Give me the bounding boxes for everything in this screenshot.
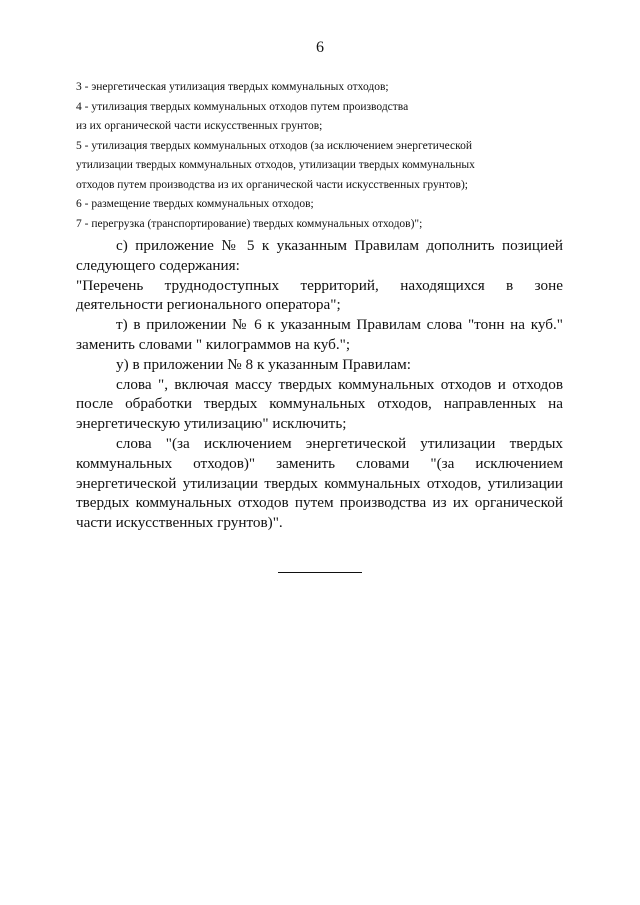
paragraph-c: с) приложение № 5 к указанным Правилам дополнить позицией следующего содержания: xyxy=(76,237,563,274)
list-line: из их органической части искусственных грунтов; xyxy=(76,120,323,132)
paragraph-list-title: "Перечень труднодоступных территорий, находящихся в зоне деятельности регионального оператора"; xyxy=(76,276,563,314)
paragraph-replace-words: слова "(за исключением энергетической утилизации твердых коммунальных отходов)" заменить словами "(за исключением энергетической утилизации твердых коммунальных отходов, утилизации твердых коммунальных отходов путем производства из их органической части искусственных грунтов)". xyxy=(76,434,563,532)
list-line: отходов путем производства из их органической части искусственных грунтов); xyxy=(76,178,468,191)
paragraph-exclude-words: слова ", включая массу твердых коммунальных отходов и отходов после обработки твердых коммунальных отходов, направленных на энергетическую утилизацию" исключить; xyxy=(76,375,563,433)
list-line: утилизации твердых коммунальных отходов, утилизации твердых коммунальных xyxy=(76,159,475,171)
waste-operations-list xyxy=(76,78,566,234)
page-number: 6 xyxy=(316,39,324,56)
list-line: 3 - энергетическая утилизация твердых коммунальных отходов; xyxy=(76,81,389,93)
paragraph-t: т) в приложении № 6 к указанным Правилам слова "тонн на куб." заменить словами " килограммов на куб."; xyxy=(76,316,563,353)
paragraph-u: у) в приложении № 8 к указанным Правилам: xyxy=(116,355,411,373)
list-line: 5 - утилизация твердых коммунальных отходов (за исключением энергетической xyxy=(76,139,473,152)
end-separator-line xyxy=(278,572,362,573)
list-line: 6 - размещение твердых коммунальных отходов; xyxy=(76,198,314,210)
list-line: 7 - перегрузка (транспортирование) твердых коммунальных отходов)"; xyxy=(76,217,423,230)
amendment-text xyxy=(76,236,563,533)
list-line: 4 - утилизация твердых коммунальных отходов путем производства xyxy=(76,100,409,113)
